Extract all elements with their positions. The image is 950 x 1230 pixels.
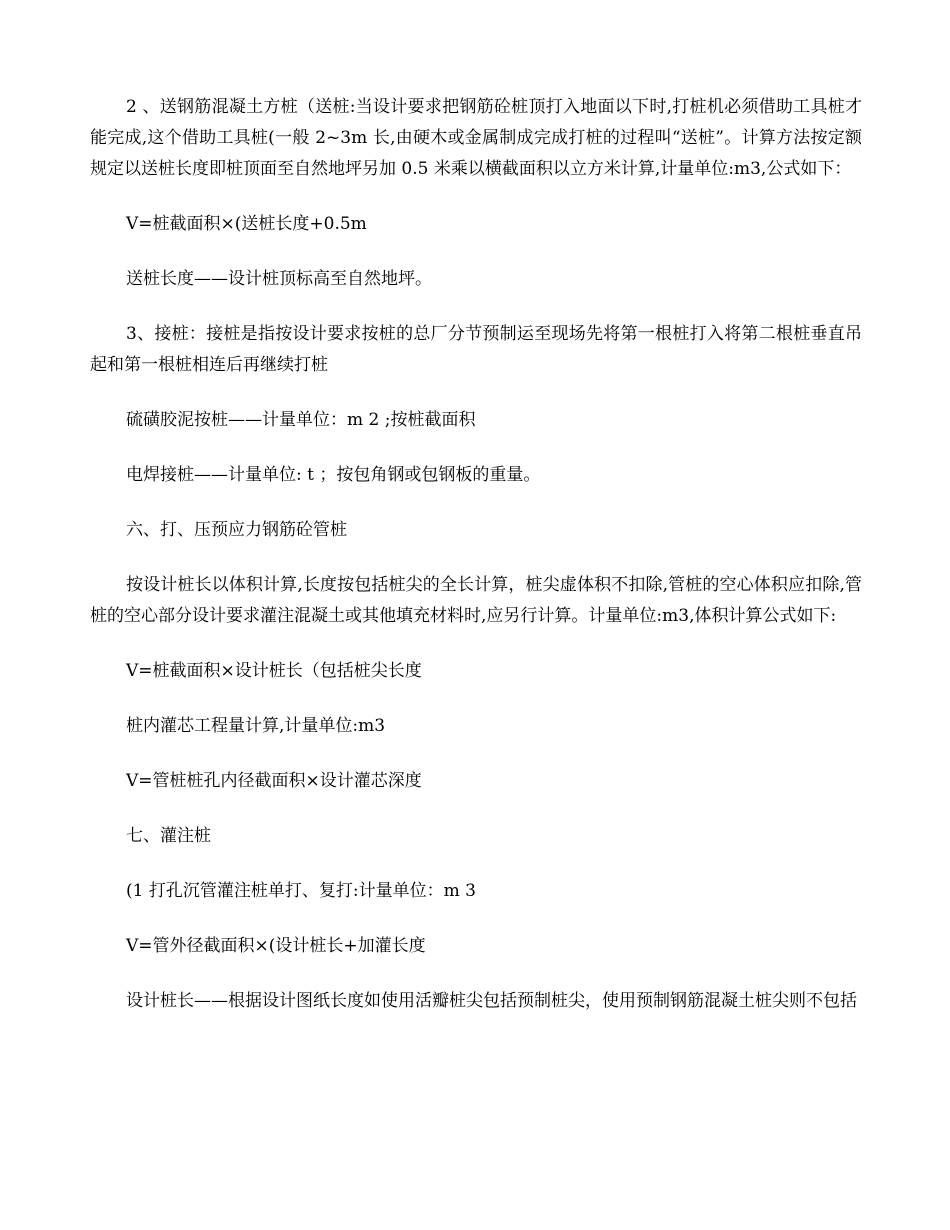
formula-driven-cast-pile: V=管外径截面积×(设计桩长+加灌长度 <box>126 936 426 956</box>
section-heading-prestressed-pipe-pile: 六、打、压预应力钢筋砼管桩 <box>126 520 347 540</box>
paragraph-send-pile: 2 、送钢筋混凝土方桩（送桩:当设计要求把钢筋砼桩顶打入地面以下时,打桩机必须借助工具桩才能完成,这个借助工具桩(一般 2~3m 长,由硬木或金属制成完成打桩的过程叫“送桩”。计算方法按定额规定以送桩长度即桩顶面至自然地坪另加 0.5 米乘以横截面积以立方米计算,计量单位:m3,公式如下： <box>90 97 862 179</box>
sulfur-mortar-splicing-line: 硫磺胶泥按桩——计量单位：m 2 ;按桩截面积 <box>126 410 476 430</box>
definition-send-pile-length: 送桩长度——设计桩顶标高至自然地坪。 <box>126 269 432 289</box>
definition-design-pile-length: 设计桩长——根据设计图纸长度如使用活瓣桩尖包括预制桩尖，使用预制钢筋混凝土桩尖则不包括 <box>126 991 857 1011</box>
driven-cast-pile-line: (1 打孔沉管灌注桩单打、复打:计量单位：m 3 <box>126 881 476 901</box>
core-filling-line: 桩内灌芯工程量计算,计量单位:m3 <box>126 716 386 736</box>
paragraph-pile-splicing: 3、接桩：接桩是指按设计要求按桩的总厂分节预制运至现场先将第一根桩打入将第二根桩垂直吊起和第一根桩相连后再继续打桩 <box>90 324 862 375</box>
section-heading-cast-in-place-pile: 七、灌注桩 <box>126 826 211 846</box>
formula-send-pile-volume: V=桩截面积×(送桩长度+0.5m <box>126 214 367 234</box>
document-body <box>90 92 862 1041</box>
paragraph-pipe-pile-volume: 按设计桩长以体积计算,长度按包括桩尖的全长计算，桩尖虚体积不扣除,管桩的空心体积应扣除,管桩的空心部分设计要求灌注混凝土或其他填充材料时,应另行计算。计量单位:m3,体积计算公式如下: <box>90 575 862 626</box>
welded-splicing-line: 电焊接桩——计量单位: t ；按包角钢或包钢板的重量。 <box>126 465 541 485</box>
formula-pipe-pile-volume: V=桩截面积×设计桩长（包括桩尖长度 <box>126 661 422 681</box>
formula-core-filling: V=管桩桩孔内径截面积×设计灌芯深度 <box>126 771 422 791</box>
